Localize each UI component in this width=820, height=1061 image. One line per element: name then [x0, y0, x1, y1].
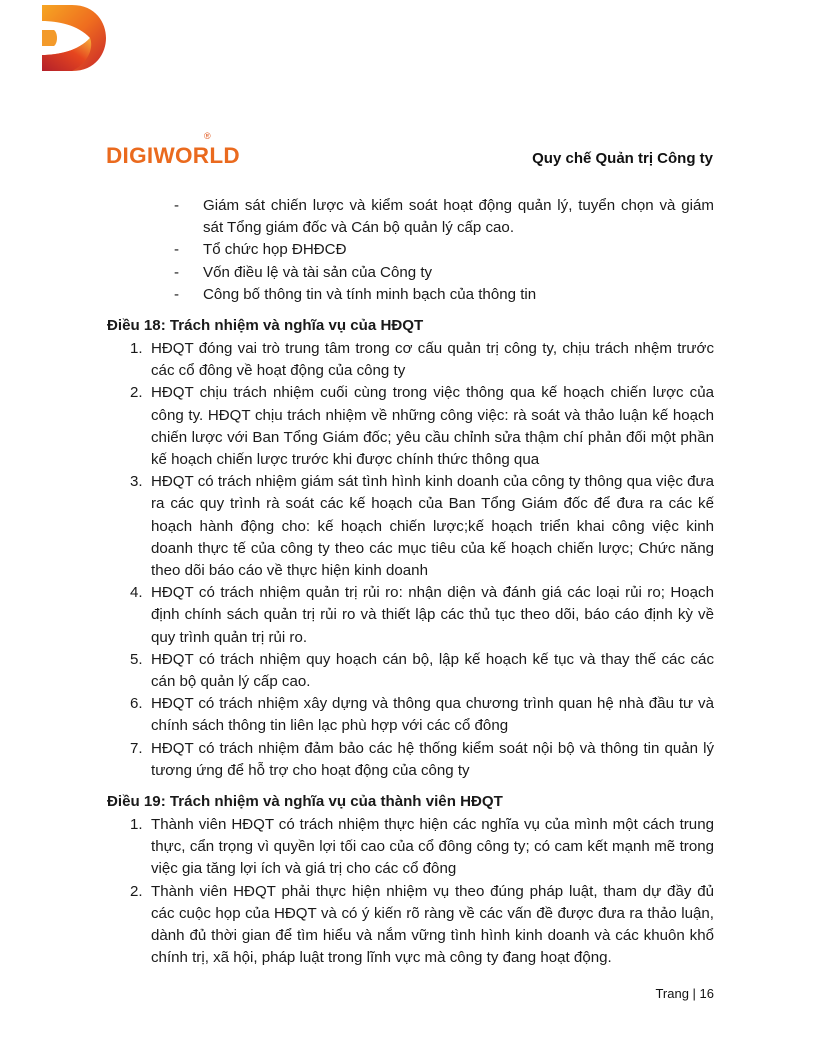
list-item: 4. HĐQT có trách nhiệm quản trị rủi ro: nhận diện và đánh giá các loại rủi ro; Hoạch định chính sách quản trị rủi ro và thiết lập các thủ tục theo dõi, báo cáo định kỳ về quy trình quản trị rủi ro.: [130, 584, 714, 646]
list-item: 2. Thành viên HĐQT phải thực hiện nhiệm vụ theo đúng pháp luật, tham dự đầy đủ các cuộc họp của HĐQT và có ý kiến rõ ràng về các vấn đề được đưa ra thảo luận, dành đủ thời gian để tìm hiểu và nắm vững tình hình kinh doanh và các khuôn khổ chính trị, xã hội, pháp luật trong lĩnh vực mà công ty đang hoạt động.: [130, 882, 714, 967]
dash-bullet: -: [174, 263, 180, 281]
list-item: 7. HĐQT có trách nhiệm đảm bảo các hệ thống kiểm soát nội bộ và thông tin quản lý tương ứng để hỗ trợ cho hoạt động của công ty: [130, 739, 714, 779]
article-19-list: [108, 814, 714, 969]
article-18-list: [108, 338, 714, 782]
article-18-heading: Điều 18: Trách nhiệm và nghĩa vụ của HĐQT: [107, 317, 424, 335]
document-title: Quy chế Quản trị Công ty: [532, 150, 713, 167]
list-item: - Tổ chức họp ĐHĐCĐ: [108, 239, 714, 261]
list-item: 6. HĐQT có trách nhiệm xây dựng và thông qua chương trình quan hệ nhà đầu tư và chính sách thông tin liên lạc phù hợp với các cổ đông: [130, 695, 714, 735]
dash-bullet: -: [174, 285, 180, 303]
list-item: - Công bố thông tin và tính minh bạch của thông tin: [108, 284, 714, 306]
list-item: - Vốn điều lệ và tài sản của Công ty: [108, 262, 714, 284]
intro-dash-list: [108, 195, 714, 306]
list-item: 3. HĐQT có trách nhiệm giám sát tình hình kinh doanh của công ty thông qua việc đưa ra các quy trình rà soát các kế hoạch của Ban Tổng Giám đốc để đưa ra các kế hoạch hành động cho: kế hoạch chiến lược;kế hoạch triển khai công việc kinh doanh thực tế của công ty theo các mục tiêu của kế hoạch chiến lược; Chức năng theo dõi báo cáo về thực hiện kinh doanh: [130, 473, 714, 580]
list-item: 1. Thành viên HĐQT có trách nhiệm thực hiện các nghĩa vụ của mình một cách trung thực, cẩn trọng vì quyền lợi tối cao của cổ đông công ty; có cam kết mạnh mẽ trong việc gia tăng lợi ích và giá trị cho các cổ đông: [130, 816, 714, 878]
logo-wordmark: DIGIWORLD: [106, 143, 240, 168]
list-item: 5. HĐQT có trách nhiệm quy hoạch cán bộ, lập kế hoạch kế tục và thay thế các các cán bộ quản lý cấp cao.: [130, 650, 714, 691]
dash-bullet: -: [174, 197, 180, 214]
registered-mark: ®: [204, 131, 211, 141]
digiworld-d-logo-icon: [38, 3, 108, 73]
list-item: - Giám sát chiến lược và kiểm soát hoạt động quản lý, tuyển chọn và giám sát Tổng giám đốc và Cán bộ quản lý cấp cao.: [174, 197, 714, 237]
document-body: [108, 195, 714, 970]
article-19-heading: Điều 19: Trách nhiệm và nghĩa vụ của thành viên HĐQT: [107, 793, 503, 811]
page-number: Trang | 16: [655, 986, 714, 1001]
list-item: 1. HĐQT đóng vai trò trung tâm trong cơ cấu quản trị công ty, chịu trách nhệm trước các cổ đông về hoạt động của công ty: [130, 340, 714, 380]
dash-bullet: -: [174, 241, 180, 259]
list-item: 2. HĐQT chịu trách nhiệm cuối cùng trong việc thông qua kế hoạch chiến lược của công ty. HĐQT chịu trách nhiệm về những công việc: rà soát và thảo luận kế hoạch chiến lược với Ban Tổng Giám đốc; yêu cầu chỉnh sửa thậm chí phản đối một phần kế hoạch chiến lược trước khi được chính thức thông qua: [130, 384, 714, 469]
